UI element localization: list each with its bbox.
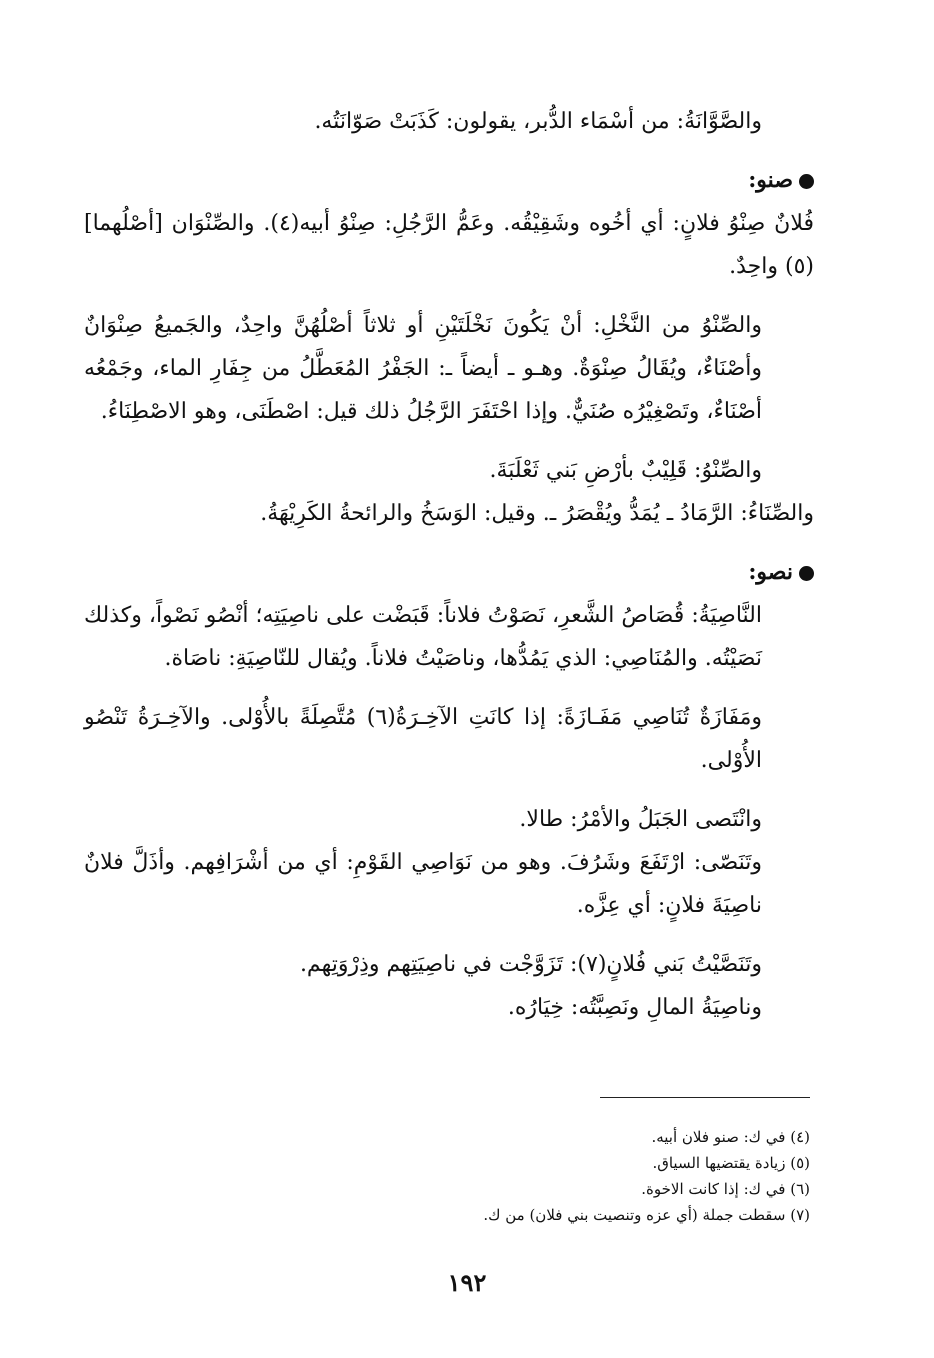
footnotes <box>110 1124 810 1228</box>
bullet-dot-icon <box>799 566 814 581</box>
paragraph: فُلانٌ صِنْوُ فلانٍ: أي أخُوه وشَقِيْقُه. وعَمُّ الرَّجُلِ: صِنْوُ أبيه(٤). والصِّنْوَان [أصْلُهما](٥) واحِدٌ. <box>84 211 814 279</box>
heading-label: صنو: <box>748 167 793 193</box>
main-text <box>84 100 814 1029</box>
paragraph: والصِّنْوُ من النَّخْلِ: أنْ يَكُونَ نَخْلَتَيْنِ أو ثلاثاً أصْلُهُنَّ واحِدٌ، والجَميعُ صِنْوَانٌ وأصْنَاءٌ، ويُقَالُ صِنْوَةٌ. وهـو ـ أيضاً ـ: الجَفْرُ المُعَطَّلُ من جِفَارِ الماء، وجَمْعُه أصْنَاءٌ، وتَصْغِيْرُه صُنَيٌّ. وإذا احْتَفَرَ الرَّجُلُ ذلك قيل: اصْطَنَى، وهو الاصْطِنَاءُ. <box>84 313 762 424</box>
paragraph: والصِّنَاءُ: الرَّمَادُ ـ يُمَدُّ ويُقْصَرُ ـ. وقيل: الوَسَخُ والرائحةُ الكَرِيْهَةُ. <box>260 501 814 526</box>
paragraph: وتَنَصّى: ارْتَفَعَ وشَرُفَ. وهو من نَوَاصِي القَوْمِ: أي من أشْرَافِهم. وأذَلَّ فلانٌ ناصِيَةَ فلانٍ: أي عِزَّه. <box>84 850 762 918</box>
paragraph: والصَّوَّانَةُ: من أسْمَاء الدُّبر، يقولون: كَذَبَتْ صَوّانَتُه. <box>314 109 762 134</box>
paragraph: والصِّنْوُ: قَلِيْبٌ بأرْضِ بَني ثَعْلَبَةَ. <box>489 458 762 483</box>
page-number: ١٩٢ <box>447 1268 487 1297</box>
paragraph: وتَنَصَّيْتُ بَني فُلانٍ(٧): تَزَوَّجْت في ناصِيَتِهم وذِرْوَتِهم. <box>299 952 762 977</box>
footnote: (٧) سقطت جملة (أي عزه وتنصيت بني فلان) من ك. <box>483 1206 810 1224</box>
paragraph: وناصِيَةُ المالِ ونَصِبَّتُه: خِيَارُه. <box>507 995 762 1020</box>
paragraph: ومَفَازَةٌ تُنَاصِي مَفَـازَةً: إذا كانَتِ الآخِـرَةُ(٦) مُتَّصِلَةً بالأُوْلى. والآخِـرَةُ تَنْصُو الأُوْلى. <box>84 705 762 773</box>
section-heading-nasw <box>84 551 814 594</box>
section-heading-sanw <box>84 159 814 202</box>
bullet-dot-icon <box>799 174 814 189</box>
footnote: (٤) في ك: صنو فلان أبيه. <box>651 1128 810 1146</box>
footnote-divider <box>600 1097 810 1098</box>
paragraph: النَّاصِيَةُ: قُصَاصُ الشَّعرِ، نَصَوْتُ فلاناً: قَبَضْت على ناصِيَتِه؛ أنْصُو نَصْواً، وكذلك نَصَيْتُه. والمُنَاصِي: الذي يَمُدُّها، وناصَيْتُ فلاناً. ويُقال للنّاصِيَةِ: ناصَاة. <box>84 603 762 671</box>
paragraph: وانْتَصى الجَبَلُ والأمْرُ: طالا. <box>519 807 762 832</box>
heading-label: نصو: <box>748 559 793 585</box>
footnote: (٥) زيادة يقتضيها السياق. <box>652 1154 810 1172</box>
footnote: (٦) في ك: إذا كانت الاخوة. <box>641 1180 810 1198</box>
